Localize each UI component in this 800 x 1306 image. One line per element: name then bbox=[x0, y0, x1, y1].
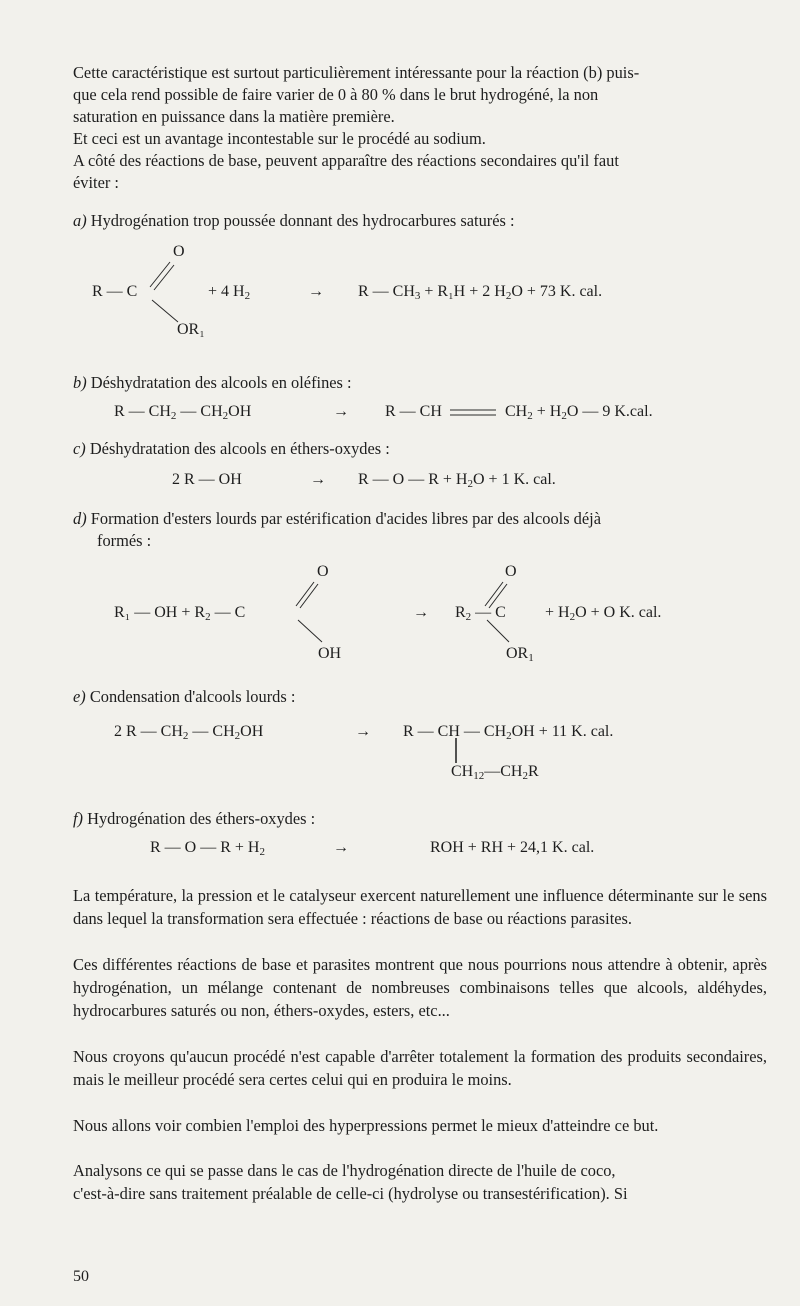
reaction-d-title-1: Formation d'esters lourds par estérification d'acides libres par des alcools déjà bbox=[90, 509, 601, 528]
reaction-e-product: R — CH — $CH_2OH + 11$ K. cal. bbox=[403, 723, 614, 742]
bond-a-double-1 bbox=[150, 262, 170, 287]
reaction-a-products: R — $CH_3 + R_1H + 2$ $H_2O + 73$ K. cal. bbox=[358, 283, 603, 302]
reaction-d-hydroxyl: OH bbox=[318, 645, 342, 662]
paragraph-analysis-line-2: c'est-à-dire sans traitement préalable de celle-ci (hydrolyse ou transestérification). Si bbox=[73, 1184, 628, 1203]
reaction-d-products: + $H_2O + O$ K. cal. bbox=[545, 604, 662, 623]
reaction-e-branch: $CH_{12}—CH_2R$ bbox=[451, 763, 539, 782]
paragraph-byproducts: Nous croyons qu'aucun procédé n'est capable d'arrêter totalement la formation des produits secondaires, mais le meilleur procédé sera certes celui qui en produira le moins. bbox=[73, 1047, 767, 1089]
reaction-e-heading bbox=[73, 686, 295, 708]
reaction-c-arrow: → bbox=[310, 471, 326, 488]
page-number: 50 bbox=[73, 1268, 89, 1285]
reaction-d-heading bbox=[73, 508, 601, 530]
reaction-d-oxygen-2: O bbox=[505, 563, 517, 580]
reaction-b-arrow: → bbox=[333, 403, 349, 420]
reaction-a-ester-group: OR₁ bbox=[177, 321, 205, 338]
intro-line-2: que cela rend possible de faire varier de 0 à 80 % dans le brut hydrogéné, la non bbox=[73, 85, 599, 104]
reaction-d-oxygen-1: O bbox=[317, 563, 329, 580]
reaction-a-heading bbox=[73, 210, 515, 232]
reaction-d-label: d) bbox=[73, 509, 87, 528]
reaction-b-label: b) bbox=[73, 373, 87, 392]
paragraph-mixture: Ces différentes réactions de base et parasites montrent que nous pourrions nous attendre à obtenir, après hydrogénation, un mélange contenant de nombreuses combinaisons telles que alcools, aldéhydes, hydrocarbures saturés ou non, éthers-oxydes, esters, etc... bbox=[73, 955, 767, 1020]
bond-d-single-1 bbox=[298, 620, 322, 642]
reaction-a-arrow: → bbox=[308, 283, 324, 300]
reaction-e-reactant: 2 R — $CH_2$ — $CH_2OH$ bbox=[114, 723, 264, 742]
reaction-d-reactants: R₁ — OH + $R_2$ — C bbox=[114, 604, 246, 623]
reaction-c-heading bbox=[73, 438, 390, 460]
reaction-f-reactants: R — O — $R + H_2$ bbox=[150, 839, 265, 858]
reaction-f-arrow: → bbox=[333, 839, 349, 856]
reaction-a-label: a) bbox=[73, 211, 87, 230]
reaction-e-title: Condensation d'alcools lourds : bbox=[89, 687, 296, 706]
intro-line-6: éviter : bbox=[73, 173, 119, 192]
reaction-b-title: Déshydratation des alcools en oléfines : bbox=[90, 373, 352, 392]
reaction-a-title: Hydrogénation trop poussée donnant des hydrocarbures saturés : bbox=[90, 211, 515, 230]
reaction-a-hydrogen: + 4 $H_2$ bbox=[208, 283, 251, 302]
reaction-d-ester-group: $OR_1$ bbox=[506, 645, 534, 664]
paragraph-hyperpressure: Nous allons voir combien l'emploi des hyperpressions permet le mieux d'atteindre ce but. bbox=[73, 1116, 659, 1135]
reaction-f-products: ROH + RH + 24,1 K. cal. bbox=[430, 839, 595, 856]
reaction-c-reactant: 2 R — OH bbox=[172, 471, 242, 488]
intro-line-4: Et ceci est un avantage incontestable sur le procédé au sodium. bbox=[73, 129, 486, 148]
bond-a-double-2 bbox=[154, 265, 174, 290]
paragraph-analysis-line-1: Analysons ce qui se passe dans le cas de l'hydrogénation directe de l'huile de coco, bbox=[73, 1161, 616, 1180]
reaction-b-olefin: R — CH bbox=[385, 403, 442, 420]
reaction-d-title-2: formés : bbox=[97, 531, 152, 550]
reaction-d-arrow: → bbox=[413, 604, 429, 621]
reaction-b-products: $CH_2 + H_2O$ — 9 K.cal. bbox=[505, 403, 653, 422]
reaction-a-oxygen: O bbox=[173, 243, 185, 260]
bond-d-single-2 bbox=[487, 620, 509, 642]
reaction-b-heading bbox=[73, 372, 352, 394]
reaction-e-arrow: → bbox=[355, 723, 371, 740]
reaction-f-heading bbox=[73, 808, 315, 830]
bond-d-double-1b bbox=[300, 584, 318, 608]
reaction-c-label: c) bbox=[73, 439, 86, 458]
reaction-a-reactant: R — C bbox=[92, 283, 138, 300]
bond-a-single bbox=[152, 300, 178, 322]
reaction-f-label: f) bbox=[73, 809, 84, 828]
paragraph-influence: La température, la pression et le catalyseur exercent naturellement une influence déterminante sur le sens dans lequel la transformation sera effectuée : réactions de base ou réactions parasites. bbox=[73, 886, 767, 928]
reaction-b-reactant: R — $CH_2$ — $CH_2OH$ bbox=[114, 403, 252, 422]
reaction-c-title: Déshydratation des alcools en éthers-oxydes : bbox=[89, 439, 390, 458]
bond-d-double-1a bbox=[296, 582, 314, 606]
intro-line-3: saturation en puissance dans la matière première. bbox=[73, 107, 395, 126]
reaction-c-products: R — O — $R + H_2O + 1$ K. cal. bbox=[358, 471, 556, 490]
reaction-f-title: Hydrogénation des éthers-oxydes : bbox=[87, 809, 316, 828]
intro-line-5: A côté des réactions de base, peuvent apparaître des réactions secondaires qu'il faut bbox=[73, 151, 619, 170]
reaction-d-ester: $R_2$ — C bbox=[455, 604, 506, 623]
intro-line-1: Cette caractéristique est surtout particulièrement intéressante pour la réaction (b) puis- bbox=[73, 63, 640, 82]
reaction-e-label: e) bbox=[73, 687, 86, 706]
